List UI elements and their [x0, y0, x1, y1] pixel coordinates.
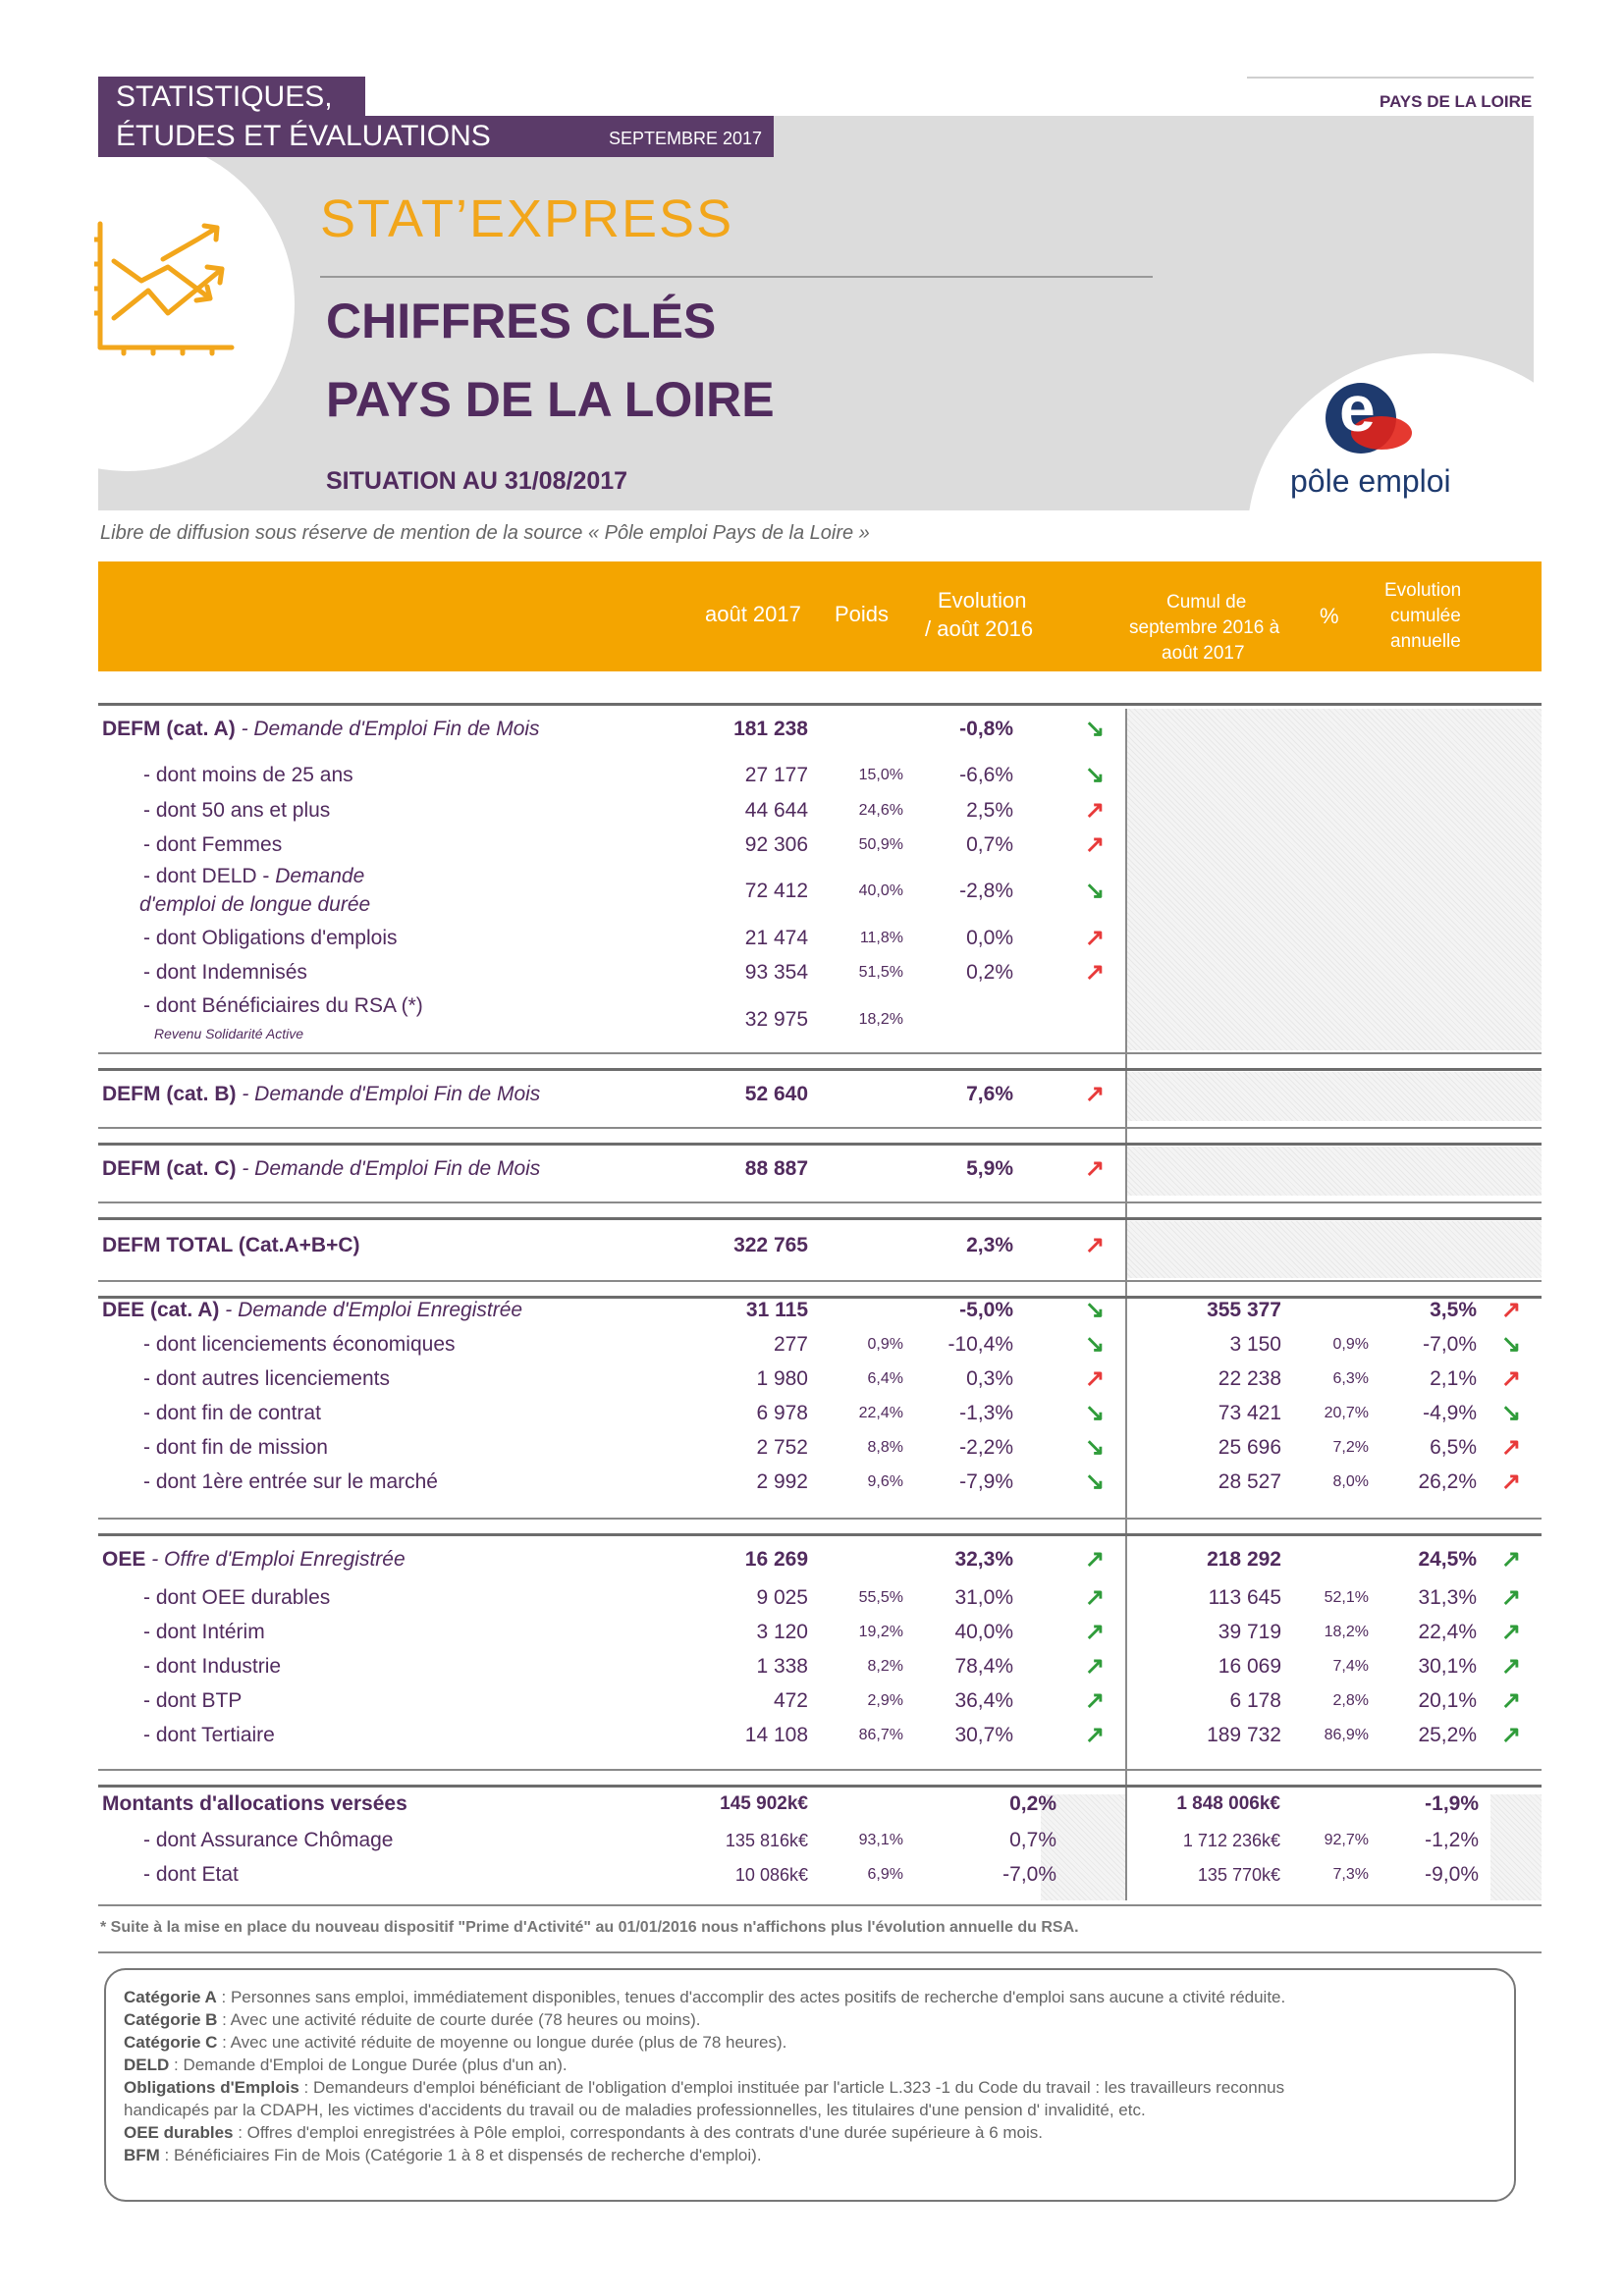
- logo-text: pôle emploi: [1290, 463, 1451, 499]
- row-cumul: 25 696: [1218, 1436, 1281, 1459]
- trend-up-green-icon: ↗: [1084, 1653, 1106, 1680]
- row-pct: 7,4%: [1332, 1658, 1369, 1675]
- row-value: 32 975: [744, 1008, 808, 1031]
- deld-label-2: d'emploi de longue durée: [139, 893, 371, 916]
- row-label: - dont autres licenciements: [143, 1367, 390, 1390]
- rule-3: [98, 1068, 1542, 1071]
- defm-total-label: DEFM TOTAL (Cat.A+B+C): [102, 1234, 360, 1256]
- dee-cumul: 355 377: [1207, 1299, 1281, 1321]
- row-poids: 93,1%: [858, 1832, 903, 1848]
- trend-down-icon: ↘: [1084, 1434, 1106, 1461]
- row-evol: -2,8%: [959, 880, 1013, 902]
- row-poids: 6,9%: [867, 1866, 903, 1883]
- top-rule: [1247, 77, 1534, 79]
- legend-item: Catégorie C : Avec une activité réduite de moyenne ou longue durée (plus de 78 heures).: [124, 2033, 787, 2052]
- defm-c-value: 88 887: [744, 1157, 808, 1180]
- row-pct: 0,9%: [1332, 1336, 1369, 1353]
- defm-c-row: [0, 1154, 1624, 1184]
- defm-c-label: DEFM (cat. C) - Demande d'Emploi Fin de Mois: [102, 1157, 541, 1180]
- th-poids: Poids: [835, 602, 890, 626]
- defm-a-sub-row: [0, 924, 1624, 953]
- defm-a-label: DEFM (cat. A) - Demande d'Emploi Fin de Mois: [102, 718, 540, 740]
- row-pct: 2,8%: [1332, 1692, 1369, 1709]
- trend-up-icon: ↗: [1084, 1155, 1106, 1182]
- rule-1: [98, 703, 1542, 706]
- trend-up-green-icon: ↗: [1500, 1619, 1522, 1645]
- trend-down-icon: ↘: [1084, 1400, 1106, 1426]
- title-line2: PAYS DE LA LOIRE: [326, 372, 775, 427]
- row-evcum: 2,1%: [1430, 1367, 1477, 1390]
- trend-up-green-icon: ↗: [1084, 1722, 1106, 1748]
- source-notice: Libre de diffusion sous réserve de mention de la source « Pôle emploi Pays de la Loire »: [100, 522, 870, 544]
- row-label: - dont Femmes: [143, 833, 283, 856]
- row-evol: 31,0%: [954, 1586, 1013, 1609]
- th-evcum-1: Evolution: [1384, 580, 1462, 601]
- trend-down-icon: ↘: [1084, 716, 1106, 742]
- row-label: - dont moins de 25 ans: [143, 764, 353, 786]
- row-poids: 51,5%: [858, 964, 903, 981]
- trend-up-icon: ↗: [1500, 1297, 1522, 1323]
- defm-b-value: 52 640: [744, 1083, 808, 1105]
- row-label: - dont Indemnisés: [143, 961, 307, 984]
- row-pct: 6,3%: [1332, 1370, 1369, 1387]
- defm-c-evol: 5,9%: [966, 1157, 1013, 1180]
- row-evol: 2,5%: [966, 799, 1013, 822]
- row-evol: 78,4%: [954, 1655, 1013, 1678]
- row-poids: 24,6%: [858, 802, 903, 819]
- row-evol: 30,7%: [954, 1724, 1013, 1746]
- row-cumul: 3 150: [1229, 1333, 1281, 1356]
- stat-express-title: STAT’EXPRESS: [320, 189, 734, 248]
- row-cumul: 135 770k€: [1197, 1865, 1280, 1885]
- row-poids: 15,0%: [858, 767, 903, 783]
- row-value: 2 992: [756, 1470, 808, 1493]
- trend-up-green-icon: ↗: [1084, 1546, 1106, 1573]
- trend-up-icon: ↗: [1084, 959, 1106, 986]
- row-pct: 18,2%: [1324, 1624, 1369, 1640]
- defm-a-sub-row: [0, 830, 1624, 860]
- defm-a-rsa-note-row: [0, 1019, 1624, 1048]
- trend-up-icon: ↗: [1500, 1365, 1522, 1392]
- row-value: 1 338: [756, 1655, 808, 1678]
- region-top: PAYS DE LA LOIRE: [1380, 92, 1533, 111]
- legend-item: OEE durables : Offres d'emploi enregistrées à Pôle emploi, correspondants à des contrats d'une durée supérieure à 6 mois.: [124, 2123, 1044, 2142]
- defm-a-sub-row: [0, 958, 1624, 988]
- title-line1: CHIFFRES CLÉS: [326, 294, 717, 348]
- dee-sub-row: [0, 1330, 1624, 1360]
- oee-row: [0, 1545, 1624, 1575]
- row-evcum: 22,4%: [1418, 1621, 1477, 1643]
- th-evol-2: / août 2016: [925, 616, 1034, 641]
- defm-a-evol: -0,8%: [959, 718, 1013, 740]
- trend-up-icon: ↗: [1084, 925, 1106, 951]
- th-evcum-2: cumulée: [1390, 606, 1461, 626]
- row-cumul: 16 069: [1218, 1655, 1281, 1678]
- montants-sub-row: [0, 1860, 1624, 1890]
- row-value: 9 025: [756, 1586, 808, 1609]
- oee-sub-row: [0, 1686, 1624, 1716]
- series-line1: STATISTIQUES,: [116, 80, 333, 113]
- row-value: 21 474: [744, 927, 808, 949]
- dee-evol: -5,0%: [959, 1299, 1013, 1321]
- rule-10: [98, 1518, 1542, 1520]
- trend-up-green-icon: ↗: [1500, 1546, 1522, 1573]
- row-cumul: 28 527: [1218, 1470, 1281, 1493]
- legend-item: Catégorie B : Avec une activité réduite de courte durée (78 heures ou moins).: [124, 2010, 701, 2029]
- trend-up-green-icon: ↗: [1500, 1653, 1522, 1680]
- trend-up-icon: ↗: [1500, 1434, 1522, 1461]
- row-evcum: -4,9%: [1423, 1402, 1477, 1424]
- dee-sub-row: [0, 1433, 1624, 1463]
- trend-down-icon: ↘: [1084, 1468, 1106, 1495]
- row-evol: -6,6%: [959, 764, 1013, 786]
- row-evcum: 31,3%: [1418, 1586, 1477, 1609]
- row-cumul: 113 645: [1208, 1586, 1281, 1609]
- series-line2: ÉTUDES ET ÉVALUATIONS: [116, 120, 491, 152]
- defm-b-evol: 7,6%: [966, 1083, 1013, 1105]
- row-pct: 86,9%: [1324, 1727, 1369, 1743]
- row-evol: -1,3%: [959, 1402, 1013, 1424]
- legend-item: Catégorie A : Personnes sans emploi, immédiatement disponibles, tenues d'accomplir des actes positifs de recherche d'emploi sans aucune a ctivité réduite.: [124, 1988, 1286, 2006]
- row-evcum: 30,1%: [1418, 1655, 1477, 1678]
- row-evol: 0,3%: [966, 1367, 1013, 1390]
- oee-value: 16 269: [744, 1548, 808, 1571]
- pole-emploi-logo: [1290, 372, 1459, 514]
- defm-a-deld-row-line2: [0, 890, 1624, 920]
- row-evol: -10,4%: [947, 1333, 1013, 1356]
- row-label: - dont fin de mission: [143, 1436, 328, 1459]
- row-value: 472: [773, 1689, 808, 1712]
- row-cumul: 22 238: [1218, 1367, 1281, 1390]
- rule-13: [98, 1785, 1542, 1788]
- row-label: - dont OEE durables: [143, 1586, 331, 1609]
- row-value: 72 412: [744, 880, 808, 902]
- th-cumul-3: août 2017: [1162, 643, 1245, 664]
- montants-value: 145 902k€: [720, 1793, 808, 1814]
- row-label: - dont Obligations d'emplois: [143, 927, 398, 949]
- row-poids: 22,4%: [858, 1405, 903, 1421]
- oee-sub-row: [0, 1721, 1624, 1750]
- row-poids: 40,0%: [858, 882, 903, 899]
- row-evcum: -9,0%: [1425, 1863, 1479, 1886]
- row-evol: 0,2%: [966, 961, 1013, 984]
- legend-list: [124, 1986, 1285, 2166]
- rule-5: [98, 1143, 1542, 1146]
- th-pct: %: [1320, 604, 1339, 628]
- row-pct: 7,3%: [1332, 1866, 1369, 1883]
- trend-down-icon: ↘: [1084, 762, 1106, 788]
- row-value: 3 120: [756, 1621, 808, 1643]
- row-value: 6 978: [756, 1402, 808, 1424]
- row-value: 44 644: [744, 799, 808, 822]
- legend-item: DELD : Demande d'Emploi de Longue Durée (plus d'un an).: [124, 2056, 568, 2074]
- legend-item: Obligations d'Emplois : Demandeurs d'emploi bénéficiant de l'obligation d'emploi instituée par l'article L.323 -1 du Code du travail : les travailleurs reconnus: [124, 2078, 1285, 2097]
- row-pct: 7,2%: [1332, 1439, 1369, 1456]
- row-evol: 0,7%: [966, 833, 1013, 856]
- defm-total-row: [0, 1231, 1624, 1260]
- row-evcum: -7,0%: [1423, 1333, 1477, 1356]
- oee-evol: 32,3%: [954, 1548, 1013, 1571]
- row-label: - dont Assurance Chômage: [143, 1829, 394, 1851]
- row-label: - dont fin de contrat: [143, 1402, 321, 1424]
- row-poids: 8,8%: [867, 1439, 903, 1456]
- oee-sub-row: [0, 1618, 1624, 1647]
- row-evol: -2,2%: [959, 1436, 1013, 1459]
- row-label: - dont licenciements économiques: [143, 1333, 456, 1356]
- defm-b-label: DEFM (cat. B) - Demande d'Emploi Fin de Mois: [102, 1083, 541, 1105]
- trend-up-icon: ↗: [1084, 1365, 1106, 1392]
- row-value: 14 108: [744, 1724, 808, 1746]
- trend-up-icon: ↗: [1084, 797, 1106, 824]
- rule-6: [98, 1201, 1542, 1203]
- th-evcum-3: annuelle: [1390, 631, 1461, 652]
- montants-row: [0, 1789, 1624, 1819]
- row-evcum: -1,2%: [1425, 1829, 1479, 1851]
- trend-down-icon: ↘: [1500, 1331, 1522, 1358]
- row-poids: 2,9%: [867, 1692, 903, 1709]
- trend-down-icon: ↘: [1084, 878, 1106, 904]
- row-value: 93 354: [744, 961, 808, 984]
- row-cumul: 39 719: [1218, 1621, 1281, 1643]
- row-poids: 55,5%: [858, 1589, 903, 1606]
- trend-up-green-icon: ↗: [1500, 1584, 1522, 1611]
- trend-down-icon: ↘: [1084, 1297, 1106, 1323]
- row-cumul: 73 421: [1218, 1402, 1281, 1424]
- trend-up-green-icon: ↗: [1084, 1687, 1106, 1714]
- defm-total-evol: 2,3%: [966, 1234, 1013, 1256]
- rule-11: [98, 1533, 1542, 1536]
- dee-evcum: 3,5%: [1430, 1299, 1477, 1321]
- dee-row: [0, 1296, 1624, 1325]
- row-evol: -7,9%: [959, 1470, 1013, 1493]
- oee-sub-row: [0, 1652, 1624, 1682]
- oee-label: OEE - Offre d'Emploi Enregistrée: [102, 1548, 406, 1571]
- defm-total-value: 322 765: [733, 1234, 808, 1256]
- defm-a-sub-row: [0, 796, 1624, 826]
- row-label: - dont Etat: [143, 1863, 239, 1886]
- row-value: 2 752: [756, 1436, 808, 1459]
- defm-b-row: [0, 1080, 1624, 1109]
- row-poids: 9,6%: [867, 1473, 903, 1490]
- defm-a-value: 181 238: [733, 718, 808, 740]
- row-label: - dont 50 ans et plus: [143, 799, 331, 822]
- rsa-label: - dont Bénéficiaires du RSA (*): [143, 994, 423, 1017]
- rule-8: [98, 1280, 1542, 1282]
- row-value: 135 816k€: [725, 1831, 808, 1850]
- montants-cumul: 1 848 006k€: [1176, 1793, 1280, 1814]
- rsa-footnote: * Suite à la mise en place du nouveau dispositif "Prime d'Activité" au 01/01/2016 nous n'affichons plus l'évolution annuelle du RSA.: [100, 1919, 1079, 1936]
- row-evcum: 6,5%: [1430, 1436, 1477, 1459]
- dee-sub-row: [0, 1468, 1624, 1497]
- deld-label: - dont DELD - Demande: [143, 865, 365, 887]
- rule-2: [98, 1052, 1542, 1054]
- row-poids: 86,7%: [858, 1727, 903, 1743]
- defm-a-sub-row: [0, 761, 1624, 790]
- dee-label: DEE (cat. A) - Demande d'Emploi Enregistrée: [102, 1299, 523, 1321]
- legend-item: BFM : Bénéficiaires Fin de Mois (Catégorie 1 à 8 et dispensés de recherche d'emploi).: [124, 2146, 762, 2164]
- row-poids: 18,2%: [858, 1011, 903, 1028]
- dee-sub-row: [0, 1399, 1624, 1428]
- rule-14: [98, 1904, 1542, 1906]
- situation: SITUATION AU 31/08/2017: [326, 467, 628, 495]
- row-poids: 19,2%: [858, 1624, 903, 1640]
- row-poids: 11,8%: [859, 930, 903, 946]
- oee-evcum: 24,5%: [1418, 1548, 1477, 1571]
- row-pct: 92,7%: [1324, 1832, 1369, 1848]
- th-month: août 2017: [705, 602, 801, 626]
- rsa-note: Revenu Solidarité Active: [154, 1026, 304, 1041]
- rule-4: [98, 1127, 1542, 1129]
- row-cumul: 6 178: [1229, 1689, 1281, 1712]
- dee-sub-row: [0, 1364, 1624, 1394]
- row-value: 1 980: [756, 1367, 808, 1390]
- th-evol-1: Evolution: [938, 588, 1027, 613]
- row-evol: 0,7%: [1009, 1829, 1056, 1851]
- montants-evcum: -1,9%: [1425, 1792, 1479, 1815]
- trend-up-icon: ↗: [1084, 831, 1106, 858]
- row-value: 10 086k€: [734, 1865, 808, 1885]
- row-label: - dont Intérim: [143, 1621, 265, 1643]
- rule-15: [98, 1951, 1542, 1953]
- row-label: - dont BTP: [143, 1689, 243, 1712]
- row-cumul: 189 732: [1207, 1724, 1281, 1746]
- rule-12: [98, 1769, 1542, 1771]
- legend-item: handicapés par la CDAPH, les victimes d'accidents du travail ou de maladies professionnelles, les titulaires d'une pension d' invalidité, etc.: [124, 2101, 1146, 2119]
- trend-down-icon: ↘: [1084, 1331, 1106, 1358]
- rule-7: [98, 1217, 1542, 1220]
- row-label: - dont Tertiaire: [143, 1724, 275, 1746]
- row-value: 277: [773, 1333, 808, 1356]
- row-value: 92 306: [744, 833, 808, 856]
- defm-a-row: [0, 715, 1624, 744]
- oee-sub-row: [0, 1583, 1624, 1613]
- row-value: 27 177: [744, 764, 808, 786]
- row-evcum: 26,2%: [1418, 1470, 1477, 1493]
- row-evol: 36,4%: [954, 1689, 1013, 1712]
- row-poids: 50,9%: [858, 836, 903, 853]
- row-pct: 52,1%: [1324, 1589, 1369, 1606]
- row-label: - dont 1ère entrée sur le marché: [143, 1470, 438, 1493]
- trend-up-icon: ↗: [1500, 1468, 1522, 1495]
- oee-cumul: 218 292: [1207, 1548, 1281, 1571]
- montants-label: Montants d'allocations versées: [102, 1792, 407, 1815]
- montants-sub-row: [0, 1826, 1624, 1855]
- row-evcum: 25,2%: [1418, 1724, 1477, 1746]
- row-cumul: 1 712 236k€: [1182, 1831, 1280, 1850]
- trend-up-green-icon: ↗: [1084, 1619, 1106, 1645]
- th-cumul-1: Cumul de: [1166, 592, 1247, 613]
- trend-up-icon: ↗: [1084, 1232, 1106, 1258]
- chart-icon: [94, 220, 242, 357]
- th-cumul-2: septembre 2016 à: [1129, 617, 1280, 638]
- trend-down-icon: ↘: [1500, 1400, 1522, 1426]
- trend-up-green-icon: ↗: [1500, 1687, 1522, 1714]
- row-poids: 8,2%: [867, 1658, 903, 1675]
- trend-up-green-icon: ↗: [1084, 1584, 1106, 1611]
- row-pct: 8,0%: [1332, 1473, 1369, 1490]
- row-evol: 40,0%: [954, 1621, 1013, 1643]
- title-rule: [320, 276, 1153, 278]
- row-pct: 20,7%: [1324, 1405, 1369, 1421]
- row-evol: 0,0%: [966, 927, 1013, 949]
- row-poids: 0,9%: [867, 1336, 903, 1353]
- dee-value: 31 115: [745, 1299, 808, 1321]
- row-evcum: 20,1%: [1418, 1689, 1477, 1712]
- row-evol: -7,0%: [1002, 1863, 1056, 1886]
- row-label: - dont Industrie: [143, 1655, 282, 1678]
- trend-up-green-icon: ↗: [1500, 1722, 1522, 1748]
- header-date: SEPTEMBRE 2017: [609, 129, 763, 148]
- montants-evol: 0,2%: [1009, 1792, 1056, 1815]
- row-poids: 6,4%: [867, 1370, 903, 1387]
- trend-up-icon: ↗: [1084, 1081, 1106, 1107]
- logo-letter: e: [1339, 372, 1376, 445]
